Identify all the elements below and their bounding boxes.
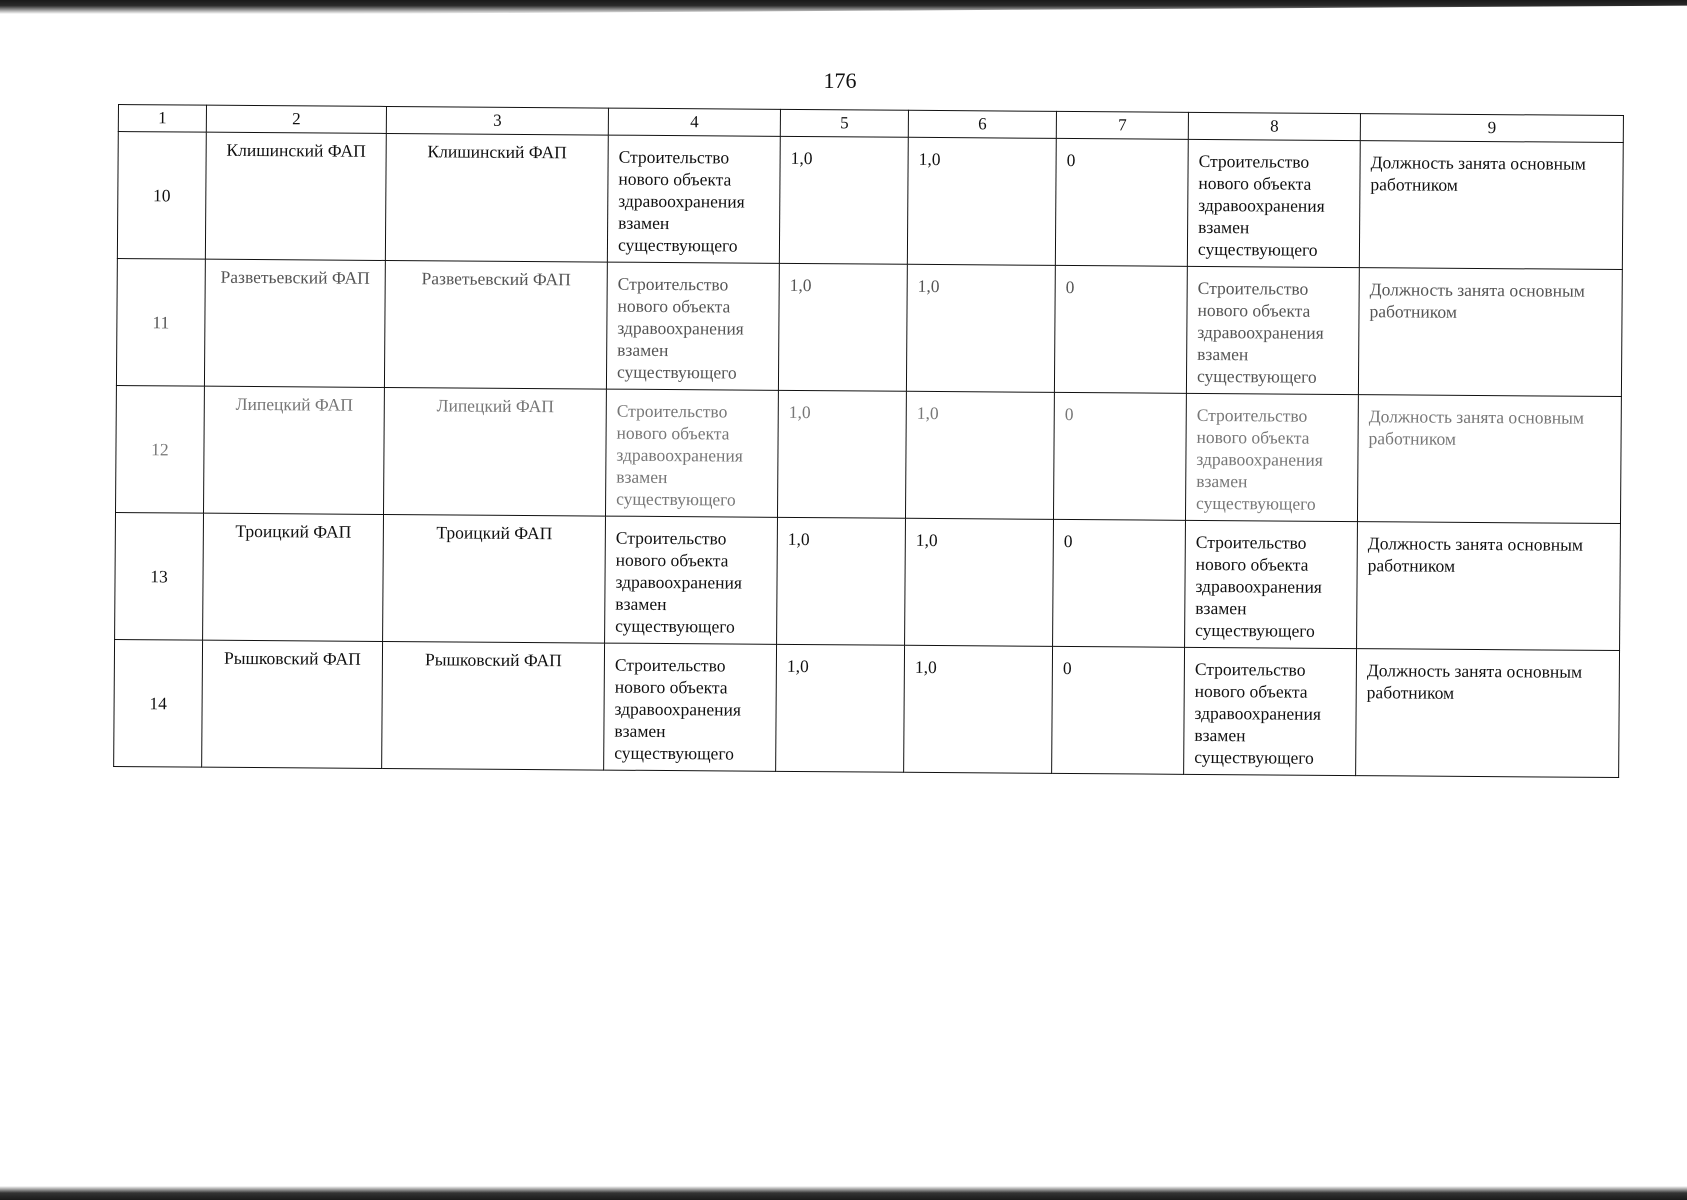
page-number: 176 xyxy=(823,68,857,93)
header-cell: 9 xyxy=(1360,114,1623,143)
status-cell: Должность занята основным работником xyxy=(1357,395,1621,524)
facility-cell: Клишинский ФАП xyxy=(205,132,386,260)
header-cell: 5 xyxy=(780,109,908,137)
action-cell: Строительство нового объекта здравоохранения взамен существующего xyxy=(1185,393,1358,521)
table-row xyxy=(117,132,1623,270)
value-cell: 1,0 xyxy=(905,518,1054,646)
row-number-cell: 11 xyxy=(116,258,205,386)
document-table xyxy=(113,104,1624,778)
value-cell: 1,0 xyxy=(906,264,1055,392)
status-cell: Должность занята основным работником xyxy=(1358,268,1622,397)
table-row xyxy=(116,385,1622,523)
table-row xyxy=(115,512,1621,650)
facility-cell: Троицкий ФАП xyxy=(383,514,606,643)
value-cell: 1,0 xyxy=(779,136,908,264)
value-cell: 0 xyxy=(1055,138,1188,266)
status-cell: Должность занята основным работником xyxy=(1356,649,1620,778)
value-cell: 1,0 xyxy=(777,390,906,518)
facility-cell: Клишинский ФАП xyxy=(385,133,608,262)
status-cell: Должность занята основным работником xyxy=(1359,141,1623,270)
row-number-cell: 13 xyxy=(115,512,204,640)
value-cell: 1,0 xyxy=(778,263,907,391)
action-cell: Строительство нового объекта здравоохранения взамен существующего xyxy=(606,262,779,390)
header-cell: 7 xyxy=(1056,111,1188,139)
facility-cell: Разветьевский ФАП xyxy=(384,260,607,389)
value-cell: 1,0 xyxy=(904,645,1053,773)
facility-cell: Разветьевский ФАП xyxy=(204,259,385,387)
header-cell: 2 xyxy=(206,105,386,133)
action-cell: Строительство нового объекта здравоохранения взамен существующего xyxy=(605,516,778,644)
facility-cell: Троицкий ФАП xyxy=(203,513,384,641)
row-number-cell: 12 xyxy=(116,385,205,513)
status-cell: Должность занята основным работником xyxy=(1357,522,1621,651)
header-cell: 8 xyxy=(1188,112,1360,140)
table-row xyxy=(116,258,1622,396)
value-cell: 1,0 xyxy=(907,137,1056,265)
facility-cell: Рышковский ФАП xyxy=(382,641,605,770)
scan-border-bottom xyxy=(0,1186,1687,1200)
facility-cell: Липецкий ФАП xyxy=(204,386,385,514)
value-cell: 0 xyxy=(1053,519,1186,647)
value-cell: 1,0 xyxy=(777,517,906,645)
value-cell: 0 xyxy=(1052,646,1185,774)
header-cell: 4 xyxy=(608,108,780,136)
action-cell: Строительство нового объекта здравоохранения взамен существующего xyxy=(1187,139,1360,267)
table-row xyxy=(114,639,1620,777)
header-cell: 1 xyxy=(118,105,206,133)
action-cell: Строительство нового объекта здравоохранения взамен существующего xyxy=(607,135,780,263)
action-cell: Строительство нового объекта здравоохранения взамен существующего xyxy=(1185,520,1358,648)
value-cell: 1,0 xyxy=(776,644,905,772)
header-cell: 3 xyxy=(386,106,608,135)
document-table-container xyxy=(113,104,1623,778)
value-cell: 0 xyxy=(1053,392,1186,520)
facility-cell: Липецкий ФАП xyxy=(383,387,606,516)
row-number-cell: 14 xyxy=(114,639,203,767)
value-cell: 0 xyxy=(1054,265,1187,393)
scan-border-top xyxy=(0,0,1687,14)
row-number-cell: 10 xyxy=(117,132,206,260)
value-cell: 1,0 xyxy=(905,391,1054,519)
facility-cell: Рышковский ФАП xyxy=(202,640,383,768)
action-cell: Строительство нового объекта здравоохранения взамен существующего xyxy=(1184,647,1357,775)
action-cell: Строительство нового объекта здравоохранения взамен существующего xyxy=(604,643,777,771)
header-cell: 6 xyxy=(908,110,1056,138)
action-cell: Строительство нового объекта здравоохранения взамен существующего xyxy=(605,389,778,517)
action-cell: Строительство нового объекта здравоохранения взамен существующего xyxy=(1186,266,1359,394)
